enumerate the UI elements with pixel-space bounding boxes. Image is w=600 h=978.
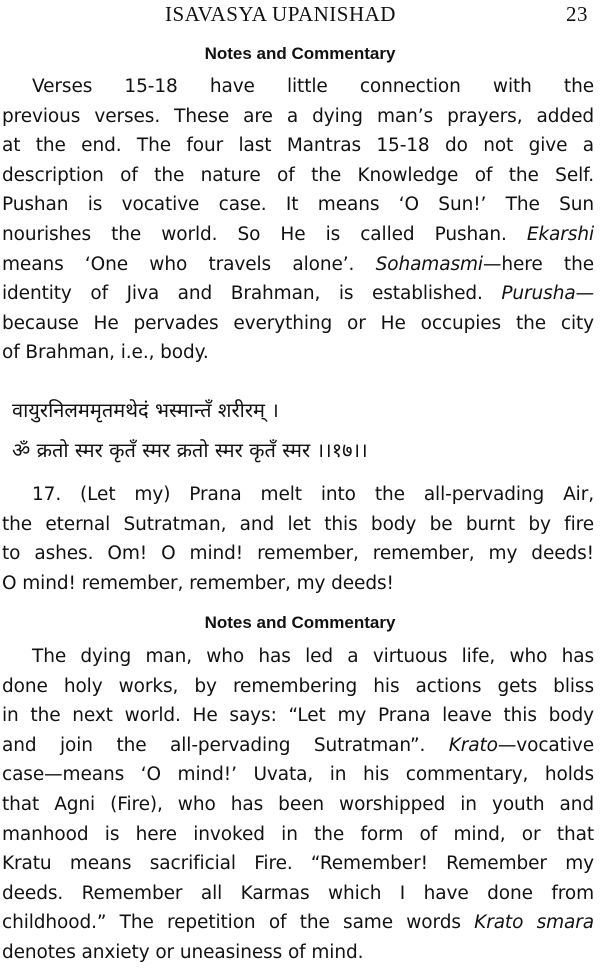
commentary-paragraph <box>2 642 594 968</box>
text-line: identity of Jiva and Brahman, is established. Purusha— <box>2 283 594 305</box>
text-line: to ashes. Om! O mind! remember, remember, my deeds! <box>2 543 594 565</box>
text-line: and join the all-pervading Sutratman”. Krato—vocative <box>2 734 594 756</box>
text-line: The dying man, who has led a virtuous life, who has <box>32 646 594 667</box>
text-line: because He pervades everything or He occupies the city <box>2 312 594 334</box>
text-line: O mind! remember, remember, my deeds! <box>2 572 394 594</box>
text-line: description of the nature of the Knowledge of the Self. <box>2 164 594 186</box>
text-line: case—means ‘O mind!’ Uvata, in his commentary, holds <box>2 764 594 786</box>
italic-term: Krato smara <box>474 912 595 934</box>
text-line: at the end. The four last Mantras 15-18 do not give a <box>2 135 594 157</box>
running-title: ISAVASYA UPANISHAD <box>165 2 396 26</box>
text-line: nourishes the world. So He is called Pushan. Ekarshi <box>2 223 594 245</box>
text-line: childhood.” The repetition of the same words Krato smara <box>2 912 595 934</box>
text-line: previous verses. These are a dying man’s prayers, added <box>2 105 594 127</box>
text-line: manhood is here invoked in the form of mind, or that <box>2 823 594 845</box>
italic-term: Krato <box>448 734 498 756</box>
text-line: 17. (Let my) Prana melt into the all-pervading Air, <box>32 484 594 505</box>
text-line: of Brahman, i.e., body. <box>2 342 209 364</box>
text-line: Pushan is vocative case. It means ‘O Sun!’ The Sun <box>2 194 594 216</box>
text-line: means ‘One who travels alone’. Sohamasmi—here the <box>2 253 594 275</box>
page-number: 23 <box>566 2 588 26</box>
text-line: in the next world. He says: “Let my Prana leave this body <box>2 705 594 727</box>
sanskrit-verse <box>12 390 592 470</box>
italic-term: Ekarshi <box>526 223 594 245</box>
verse-line-1: वायुरनिलममृतमथेदं भस्मान्तँ शरीरम् । <box>12 398 279 422</box>
text-line: the eternal Sutratman, and let this body be burnt by fire <box>2 513 594 535</box>
section-heading: Notes and Commentary <box>204 613 396 632</box>
italic-term: Sohamasmi <box>375 253 483 275</box>
text-line: Kratu means sacrificial Fire. “Remember! Remember my <box>2 853 594 875</box>
italic-term: Purusha <box>501 283 576 305</box>
verse-line-2: ॐ क्रतो स्मर कृतँ स्मर क्रतो स्मर कृतँ स्मर ।।१७।। <box>12 438 368 462</box>
running-header <box>0 2 600 28</box>
text-line: deeds. Remember all Karmas which I have done from <box>2 882 594 904</box>
translation-paragraph <box>2 480 594 598</box>
text-line: denotes anxiety or uneasiness of mind. <box>2 941 364 963</box>
text-line: that Agni (Fire), who has been worshipped in youth and <box>2 793 594 815</box>
text-line: Verses 15-18 have little connection with the <box>32 76 594 97</box>
text-line: done holy works, by remembering his actions gets bliss <box>2 675 594 697</box>
section-heading: Notes and Commentary <box>204 44 396 63</box>
commentary-paragraph <box>2 72 594 368</box>
